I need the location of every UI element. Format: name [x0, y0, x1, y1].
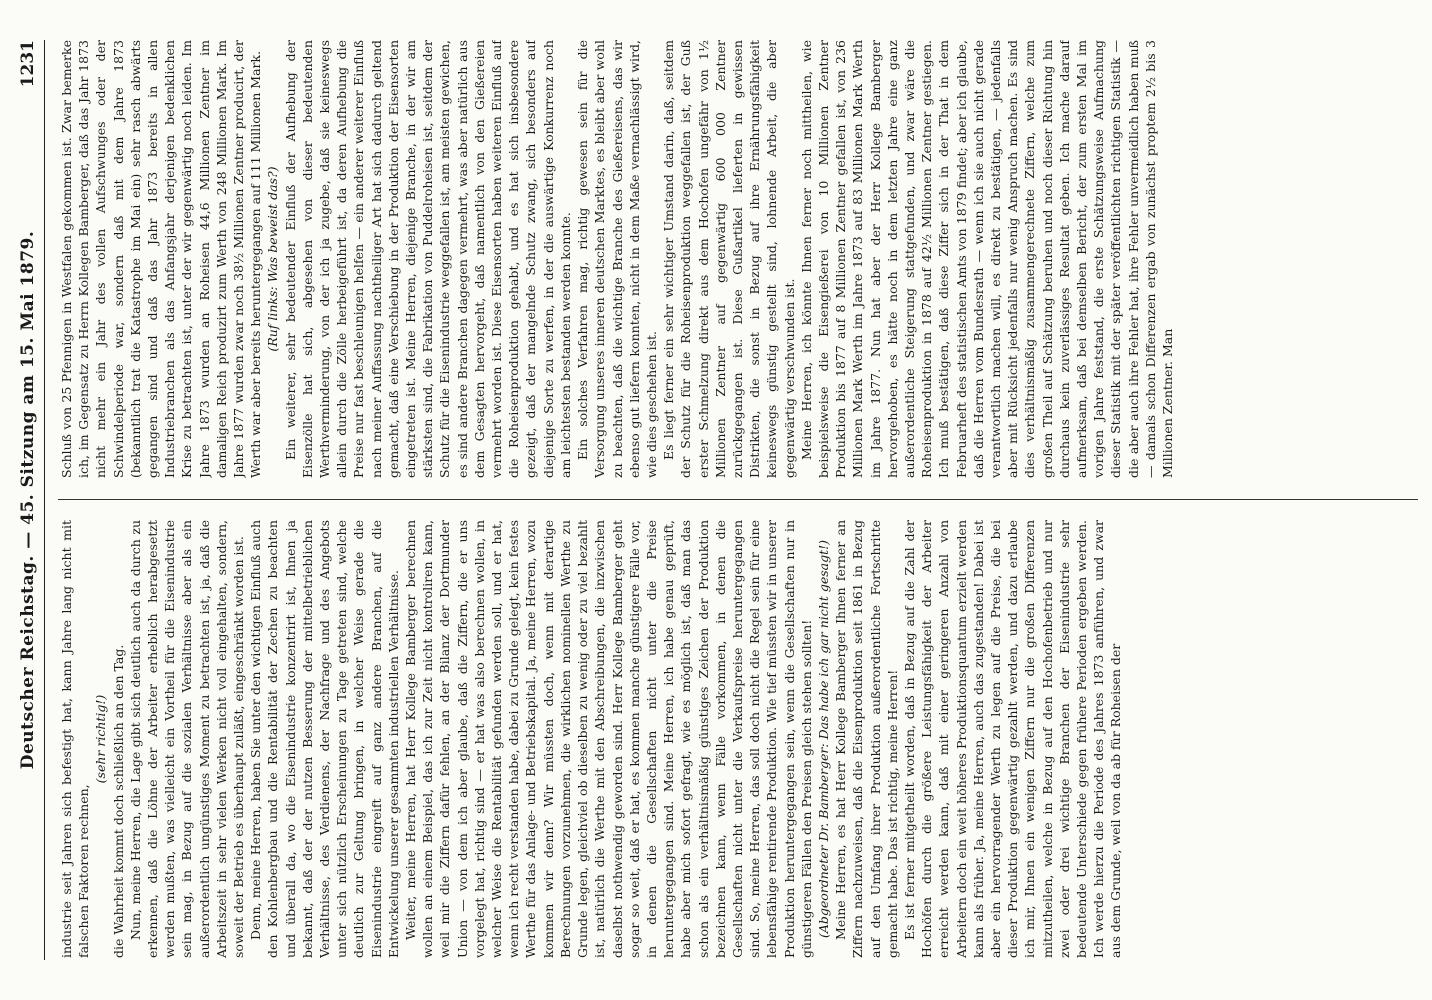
page-number: 1231: [18, 40, 38, 88]
paragraph: Meine Herren, es hat Herr Kollege Bamberger Ihnen ferner an Ziffern nachzuweisen, daß die Eisenproduktion seit 1861 in Bezug auf den Umfang ihrer Produktion außerordentliche Fortschritte gemacht habe. Das ist richtig, meine Herren!: [833, 520, 900, 958]
paragraph: Es liegt ferner ein sehr wichtiger Umstand darin, daß, seitdem der Schutz für die Roheisenproduktion weggefallen ist, der Guß erster Schmelzung direkt aus dem Hochofen ungefähr von 1½ Millionen Zentner auf gegenwärtig 600 000 Zentner zurückgegangen ist. Diese Gußartikel lieferten in gewissen Distrikten, die sonst in Bezug auf ihre Ernährungsfähigkeit keineswegs günstig gestellt sind, lohnende Arbeit, die aber gegenwärtig verschwunden ist.: [661, 40, 797, 478]
left-column: [58, 520, 1418, 958]
column-divider: [58, 499, 1418, 500]
paragraph: die Wahrheit kommt doch schließlich an den Tag.: [110, 644, 126, 958]
interjection: (sehr richtig!): [93, 694, 109, 784]
paragraph: Nun, meine Herren, die Lage gibt sich deutlich auch da durch zu erkennen, daß die Löhne der Arbeiter erheblich herabgesetzt werden mußten, was vielleicht ein Vortheil für die Eisenindustrie sein mag, in Bezug auf die sozialen Verhältnisse aber als ein außerordentlich ungünstiges Moment zu betrachten ist, ja, daß die Arbeitszeit in sehr vielen Werken nicht voll eingehalten, sondern, soweit der Betrieb es überhaupt zuläßt, eingeschränkt worden ist.: [127, 520, 247, 958]
paragraph: Denn, meine Herren, haben Sie unter den wichtigen Einfluß auch den Kohlenbergbau und die Rentabilität der Zechen zu beachten und überall da, wo die Eisenindustrie konzentrirt ist, Ihnen ja bekannt, daß der der nutzen Besserung der mittelbetrieblichen Verhältnisse, des Verdienens, der Nachfrage und des Angebots unter sich nützlich Erscheinungen zu Tage getreten sind, welche deutlich zur Geltung bringen, in welcher Weise gerade die Eisenindustrie eingreift auf ganz andere Branchen, auf die Entwickelung unserer gesammten industriellen Verhältnisse.: [248, 520, 401, 958]
interjection: (Abgeordneter Dr. Bamberger: Das habe ich gar nicht gesagt!): [815, 539, 831, 939]
paragraph: industrie seit Jahren sich befestigt hat, kann Jahre lang nicht mit falschen Faktoren rechnen,: [59, 520, 92, 958]
paragraph: Weiter, meine Herren, hat Herr Kollege Bamberger berechnen wollen an einem Beispiel, das ich zur Zeit nicht kontroliren kann, weil mir die Ziffern dafür fehlen, an der Bilanz der Dortmunder Union — von dem ich aber glaube, daß die Ziffern, die er uns vorgelegt hat, richtig sind — er hat was also berechnen wollen, in welcher Weise die Rentabilität gefunden werden soll, und er hat, wenn ich recht verstanden habe, dabei zu Grunde gelegt, kein festes Werthe für das Anlage- und Betriebskapital. Ja, meine Herren, wozu kommen wir denn? Wir müssten doch, wenn mit derartige Berechnungen vorzunehmen, die wirklichen nominellen Werthe zu Grunde legen, gleichviel ob dieselben zu wenig oder zu viel bezahlt ist, natürlich die Werthe mit den Abschreibungen, die inzwischen daselbst nothwendig geworden sind. Herr Kollege Bamberger geht sogar so weit, daß er hat, es kommen manche günstigere Fälle vor, in denen die Gesellschaften nicht unter die Preise heruntergegangen sind. Meine Herren, ich habe genau geprüft, habe aber mich sofort gefragt, wie es möglich ist, daß man das schon als ein verhältnismäßig günstiges Zeichen der Produktion bezeichnen kann, wenn Fälle vorkommen, in denen die Gesellschaften nicht unter die Verkaufspreise heruntergegangen sind. So, meine Herren, das soll doch nicht die Regel sein für eine lebensfähige rentirende Produktion. Wie tief müssten wir in unserer Produktion heruntergegangen sein, wenn die Gesellschaften nur in günstigeren Fällen den Preisen gleich stehen sollten!: [403, 520, 814, 958]
right-column: [58, 40, 1418, 478]
paragraph: Ein weiterer, sehr bedeutender Einfluß der Aufhebung der Eisenzölle hat sich, abgesehen von dieser bedeutenden Werthverminderung, von der ich ja zugebe, daß sie keineswegs allein durch die Zölle herbeigeführt ist, da deren Aufhebung die Preise nur fast beschleunigen helfen — ein anderer weiterer Einfluß nach meiner Auffassung nachtheiliger Art hat sich dadurch geltend gemacht, daß eine Verschiebung in der Produktion der Eisensorten eingetreten ist. Meine Herren, diejenige Branche, in der wir am stärksten sind, die Fabrikation von Puddelroheisen ist, seitdem der Schutz für die Eisenindustrie weggefallen ist, am meisten gewichen, es sind andere Branchen dagegen vermehrt, was aber natürlich aus dem Gesagten hervorgeht, daß namentlich von den Gießereien vermehrt worden ist. Diese Eisensorten haben weiteren Einfluß auf die Roheisenproduktion gehabt, und es hat sich insbesondere gezeigt, daß der mangelnde Schutz zwang, sich besonders auf diejenige Sorte zu werfen, in der die auswärtige Konkurrenz noch am leichtesten bestanden werden konnte.: [282, 40, 573, 478]
paragraph: Meine Herren, ich könnte Ihnen ferner noch mittheilen, wie beispielsweise die Eisengießerei von 10 Millionen Zentner Produktion bis 1877 auf 8 Millionen Zentner gefallen ist, von 236 Millionen Mark Werth im Jahre 1873 auf 83 Millionen Mark Werth im Jahre 1877. Nun hat aber der Herr Kollege Bamberger hervorgehoben, es hätte noch in dem letzten Jahre eine ganz außerordentliche Steigerung stattgefunden, und zwar wäre die Roheisenproduktion in 1878 auf 42½ Millionen Zentner gestiegen. Ich muß bestätigen, daß diese Ziffer sich in der That in dem Februarheft des statistischen Amts von 1879 findet; aber ich glaube, daß die Herren vom Bundesrath — wenn ich sie auch nicht gerade verantwortlich machen will, es direkt zu bestätigen, — jedenfalls aber mit Rücksicht jedenfalls nur wenig Anspruch machen. Es sind dies verhältnismäßig zusammengerechnete Ziffern, welche zum großen Theil auf Schätzung beruhen und noch dieser Richtung hin durchaus kein zuverlässiges Resultat geben. Ich mache darauf aufmerksam, daß bei demselben Bericht, der zum ersten Mal im vorigen Jahre feststand, die erste Schätzungsweise Aufmachung dieser Statistik mit der später veröffentlichten richtigen Statistik — die aber auch ihre Fehler hat, ihre Fehler unvermeidlich haben muß — damals schon Differenzen ergab von zunächst proptem 2½ bis 3 Millionen Zentner. Man: [798, 40, 1175, 478]
page-title: Deutscher Reichstag. — 45. Sitzung am 15. Mai 1879.: [18, 230, 38, 770]
paragraph: Ein solches Verfahren mag, richtig gewesen sein für die Versorgung unseres inneren deutschen Marktes, es bleibt aber wohl zu beachten, daß die wichtige Branche des Gießereisens, das wir ebenso gut liefern konnten, nicht in dem Maße vernachlässigt wird, wie dies geschehen ist.: [575, 40, 659, 478]
paragraph: Es ist ferner mitgetheilt worden, daß in Bezug auf die Zahl der Hochöfen durch die größere Leistungsfähigkeit der Arbeiter erreicht werden kann, daß mit einer geringeren Anzahl von Arbeitern doch ein weit höheres Produktionsquantum erzielt werden kann als früher. Ja, meine Herren, auch das zugestanden! Dabei ist aber ein hervorragender Werth zu legen auf die Preise, die bei dieser Produktion gegenwärtig gezahlt werden, und dazu erlaube ich mir, Ihnen ein wenigen Ziffern nur die großen Differenzen mitzutheilen, welche in Bezug auf den Hochofenbetrieb und nur zwei oder drei wichtige Branchen der Eisenindustrie sehr bedeutende Unterschiede gegen frühere Perioden ergeben werden. Ich werde hierzu die Periode des Jahres 1873 anführen, und zwar aus dem Grunde, weil von da ab für Roheisen der: [901, 520, 1124, 958]
interjection: (Ruf links: Was beweist das?): [265, 166, 281, 352]
page-header: [14, 40, 45, 960]
paragraph: Schluß von 25 Pfennigen in Westfalen gekommen ist. Zwar bemerke ich, im Gegensatz zu Herrn Kollegen Bamberger, daß das Jahr 1873 nicht mehr ein Jahr des vollen Aufschwunges oder der Schwindelperiode war, sondern daß mit dem Jahre 1873 (bekanntlich trat die Katastrophe im Mai ein) sehr rasch abwärts gegangen sind und daß das Jahr 1873 bereits in allen Industriebranchen als das Anfangsjahr derjenigen bedenklichen Krise zu betrachten ist, unter der wir gegenwärtig noch leiden. Im Jahre 1873 wurden an Roheisen 44,6 Millionen Zentner im damaligen Reich produzirt zum Werth von 248 Millionen Mark. Im Jahre 1877 wurden zwar noch 38½ Millionen Zentner producirt, der Werth war aber bereits heruntergegangen auf 111 Millionen Mark.: [59, 40, 264, 478]
